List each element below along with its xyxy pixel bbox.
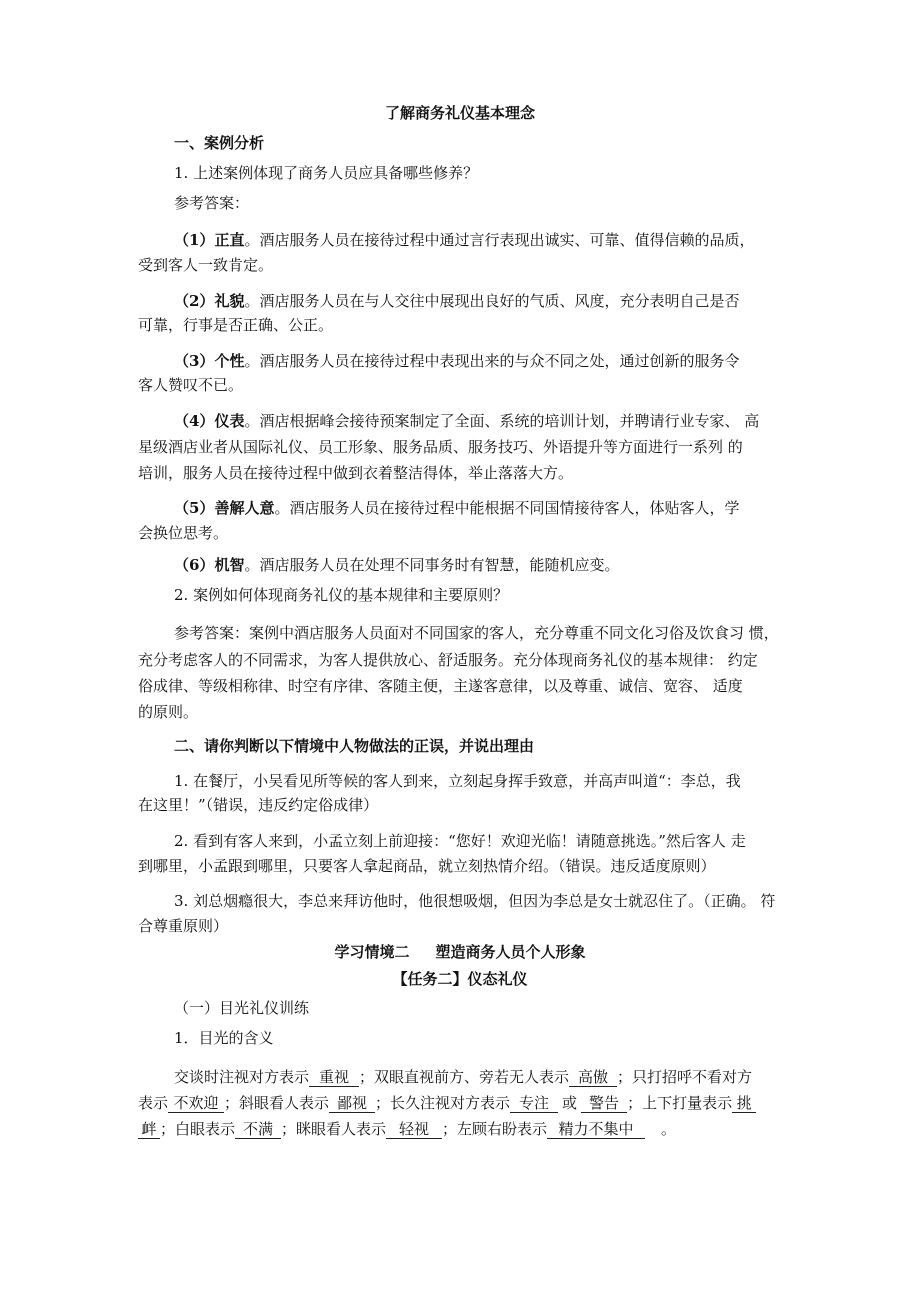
answer-2-line2: 充分考虑客人的不同需求，为客人提供放心、舒适服务。充分体现商务礼仪的基本规律： 约定 [138, 651, 758, 669]
answer-item-3-line1 [174, 352, 739, 371]
gaze-text: ；左顾右盼表示 [442, 1120, 548, 1138]
question-1: 1. 上述案例体现了商务人员应具备哪些修养？ [174, 164, 479, 182]
item-number: （3） [174, 352, 215, 370]
gaze-paragraph-line2 [138, 1094, 756, 1113]
answer-item-3-line2: 客人赞叹不已。 [138, 376, 244, 394]
gaze-text: ；长久注视对方表示 [375, 1094, 511, 1112]
gaze-text: 表示 [138, 1094, 169, 1112]
item-term: 善解人意 [214, 499, 275, 517]
section-heading-judgement: 二、请你判断以下情境中人物做法的正误，并说出理由 [174, 737, 535, 755]
answer-blank: 轻视 [386, 1121, 442, 1139]
part-heading-gaze-training: （一）目光礼仪训练 [174, 999, 310, 1017]
item-term: 仪表 [214, 412, 245, 430]
gaze-paragraph-line3 [138, 1120, 676, 1139]
case-3-line1: 3. 刘总烟瘾很大，李总来拜访他时，他很想吸烟，但因为李总是女士就忍住了。（正确。 符 [174, 892, 776, 910]
answer-item-4-line1 [174, 412, 759, 431]
gaze-text: 交谈时注视对方表示 [174, 1068, 310, 1086]
gaze-text: ；只打招呼不看对方 [617, 1068, 753, 1086]
gaze-text: ；上下打量表示 [627, 1094, 733, 1112]
item-number: （2） [174, 292, 215, 310]
case-3-line2: 合尊重原则） [138, 917, 229, 935]
item-text: 。酒店服务人员在与人交往中展现出良好的气质、风度，充分表明自己是否 [244, 292, 740, 310]
case-2-line2: 到哪里，小孟跟到哪里，只要客人拿起商品，就立刻热情介绍。（错误。违反适度原则） [138, 857, 716, 875]
case-1-line2: 在这里！”（错误，违反约定俗成律） [138, 796, 379, 814]
answer-blank: 不欢迎 [168, 1095, 224, 1113]
gaze-text: ；双眼直视前方、旁若无人表示 [359, 1068, 570, 1086]
item-term: 机智 [214, 556, 245, 574]
reference-answer-label: 参考答案： [174, 194, 250, 212]
item-number: （5） [174, 499, 215, 517]
answer-item-4-line3: 培训，服务人员在接待过程中做到衣着整洁得体，举止落落大方。 [138, 464, 574, 482]
question-2: 2. 案例如何体现商务礼仪的基本规律和主要原则？ [174, 586, 509, 604]
item-term: 个性 [214, 352, 245, 370]
gaze-paragraph-line1 [174, 1068, 752, 1087]
item-text: 。酒店根据峰会接待预案制定了全面、系统的培训计划，并聘请行业专家、 高 [244, 412, 760, 430]
answer-blank: 重视 [309, 1069, 359, 1087]
task-title: 【任务二】仪态礼仪 [392, 970, 528, 988]
section-heading-case-analysis: 一、案例分析 [174, 134, 265, 152]
document-title: 了解商务礼仪基本理念 [384, 104, 535, 122]
answer-item-4-line2: 星级酒店业者从国际礼仪、员工形象、服务品质、服务技巧、外语提升等方面进行一系列 的 [138, 438, 743, 456]
answer-item-1-line1 [174, 231, 754, 250]
answer-item-5-line1 [174, 499, 739, 518]
part-subheading-gaze-meaning: 1．目光的含义 [174, 1029, 274, 1047]
item-number: （4） [174, 412, 215, 430]
answer-blank: 不满 [235, 1121, 281, 1139]
answer-item-2-line2: 可靠，行事是否正确、公正。 [138, 316, 334, 334]
gaze-text: ；眯眼看人表示 [281, 1120, 387, 1138]
answer-2-line1: 参考答案：案例中酒店服务人员面对不同国家的客人，充分尊重不同文化习俗及饮食习 惯， [174, 624, 779, 642]
answer-blank: 高傲 [569, 1069, 617, 1087]
item-text: 。酒店服务人员在接待过程中能根据不同国情接待客人，体贴客人，学 [274, 499, 740, 517]
item-number: （1） [174, 231, 215, 249]
gaze-text: 或 [562, 1094, 578, 1112]
answer-blank: 挑 [732, 1095, 756, 1113]
answer-blank: 鄙视 [329, 1095, 375, 1113]
answer-blank: 专注 [510, 1095, 558, 1113]
item-text: 。酒店服务人员在接待过程中表现出来的与众不同之处，通过创新的服务令 [244, 352, 740, 370]
answer-blank: 精力不集中 [547, 1121, 645, 1139]
item-term: 礼貌 [214, 292, 245, 310]
answer-2-line4: 的原则。 [138, 703, 199, 721]
answer-2-line3: 俗成律、等级相称律、时空有序律、客随主便，主遂客意律，以及尊重、诚信、宽容、 适度 [138, 677, 743, 695]
answer-blank: 警告 [581, 1095, 627, 1113]
item-text: 。酒店服务人员在处理不同事务时有智慧，能随机应变。 [244, 556, 620, 574]
situation-title: 学习情境二 塑造商务人员个人形象 [334, 943, 586, 961]
case-1-line1: 1. 在餐厅，小吴看见所等候的客人到来，立刻起身挥手致意，并高声叫道“：李总，我 [174, 772, 741, 790]
case-2-line1: 2. 看到有客人来到，小孟立刻上前迎接：“您好！欢迎光临！请随意挑选。”然后客人 走 [174, 832, 746, 850]
answer-item-1-line2: 受到客人一致肯定。 [138, 256, 274, 274]
gaze-text: ；白眼表示 [160, 1120, 236, 1138]
item-number: （6） [174, 556, 215, 574]
answer-item-6-line1 [174, 556, 619, 575]
answer-blank: 衅 [138, 1121, 160, 1139]
item-text: 。酒店服务人员在接待过程中通过言行表现出诚实、可靠、值得信赖的品质， [244, 231, 755, 249]
item-term: 正直 [214, 231, 245, 249]
answer-item-2-line1 [174, 292, 739, 311]
gaze-text: ；斜眼看人表示 [224, 1094, 330, 1112]
answer-item-5-line2: 会换位思考。 [138, 524, 229, 542]
gaze-text: 。 [661, 1120, 677, 1138]
